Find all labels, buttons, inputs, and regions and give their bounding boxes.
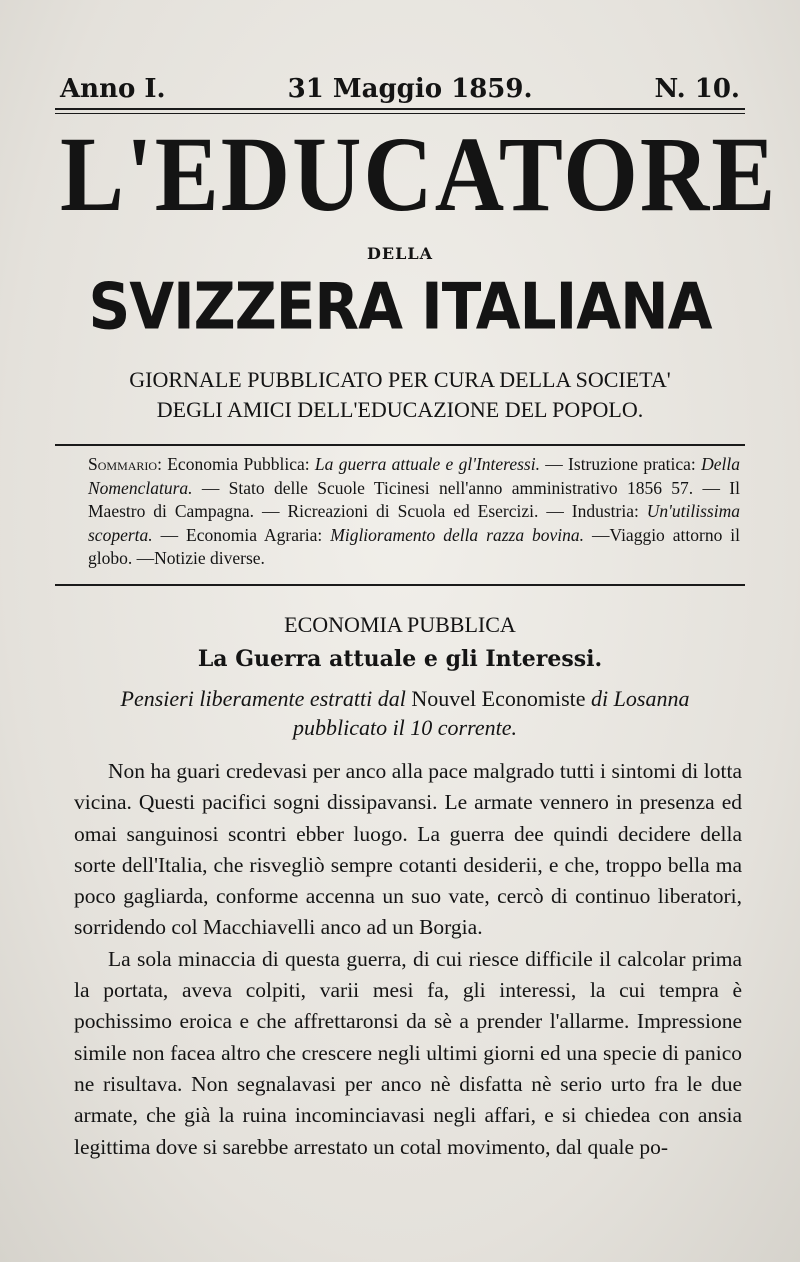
- toc-text-4: — Economia Agraria:: [152, 524, 331, 545]
- toc-title-3: Un'utilissima scoperta.: [88, 501, 740, 545]
- intro-source: Nouvel Economiste: [405, 686, 592, 711]
- sommario-rule-bottom: [55, 584, 745, 586]
- sommario-label: Sommario:: [88, 454, 162, 474]
- masthead-subtitle: SVIZZERA ITALIANA: [88, 269, 712, 344]
- toc-title-4: Miglioramento della razza bovina.: [330, 524, 585, 545]
- volume-label: Anno I.: [60, 74, 166, 104]
- sommario-rule-top: [55, 444, 745, 446]
- toc-title-2: Della Nomenclatura.: [88, 454, 740, 498]
- tagline-line-2: DEGLI AMICI DELL'EDUCAZIONE DEL POPOLO.: [156, 397, 644, 422]
- toc-text-1: Economia Pubblica:: [161, 454, 315, 474]
- tagline-line-1: GIORNALE PUBBLICATO PER CURA DELLA SOCIETA': [129, 367, 671, 392]
- issue-number: N. 10.: [654, 74, 740, 104]
- header-rule-top: [55, 108, 745, 110]
- issue-header: [60, 72, 740, 106]
- toc-title-1: La guerra attuale e gl'Interessi.: [314, 454, 540, 474]
- article-body: [74, 756, 742, 1163]
- toc-text-2: — Istruzione pratica:: [539, 454, 702, 474]
- article-title: La Guerra attuale e gli Interessi.: [197, 646, 603, 672]
- masthead-della: DELLA: [367, 244, 433, 263]
- paragraph-2: La sola minaccia di questa guerra, di cui riesce difficile il calcolar prima la portata, aveva colpiti, varii mesi fa, gli interessi, la cui tempra è pochissimo eroica e che affrettaronsi da sè a prender l'allarme. Impressione simile non facea altro che crescere negli ultimi giorni ed una specie di panico ne risultava. Non segnalavasi per anco nè disfatta nè serio urto fra le due armate, che già la ruina incominciavasi negli affari, e si chiedea con ansia legittima dove si sarebbe arrestato un cotal movimento, dal quale po-: [74, 946, 742, 1159]
- toc-text-5: —Viaggio attorno il globo. —Notizie diverse.: [88, 524, 741, 568]
- section-heading: ECONOMIA PUBBLICA: [284, 612, 516, 637]
- issue-date: 31 Maggio 1859.: [287, 74, 533, 104]
- intro-part-a: Pensieri liberamente estratti dal: [120, 686, 406, 711]
- paragraph-1: Non ha guari credevasi per anco alla pace malgrado tutti i sintomi di lotta vicina. Questi pacifici sogni dissipavansi. Le armate vennero in presenza ed omai sanguinosi scontri ebber luogo. La guerra dee quindi decidere della sorte dell'Italia, che risvegliò sempre cotanti desiderii, e che, troppo bella ma poco gagliarda, conforme accenna un suo vate, cercò di continuo liberatori, sorridendo col Macchiavelli anco ad un Borgia.: [74, 759, 742, 940]
- intro-part-c: di Losanna: [591, 686, 690, 711]
- intro-part-d: pubblicato il 10 corrente.: [292, 715, 518, 740]
- masthead-title: L'EDUCATORE: [60, 113, 778, 234]
- article-intro: [70, 684, 740, 742]
- toc-text-3: — Stato delle Scuole Ticinesi nell'anno amministrativo 1856 57. — Il Maestro di Campagna. — Ricreazioni di Scuola ed Esercizi. — Industria:: [88, 477, 740, 521]
- table-of-contents: [88, 453, 740, 571]
